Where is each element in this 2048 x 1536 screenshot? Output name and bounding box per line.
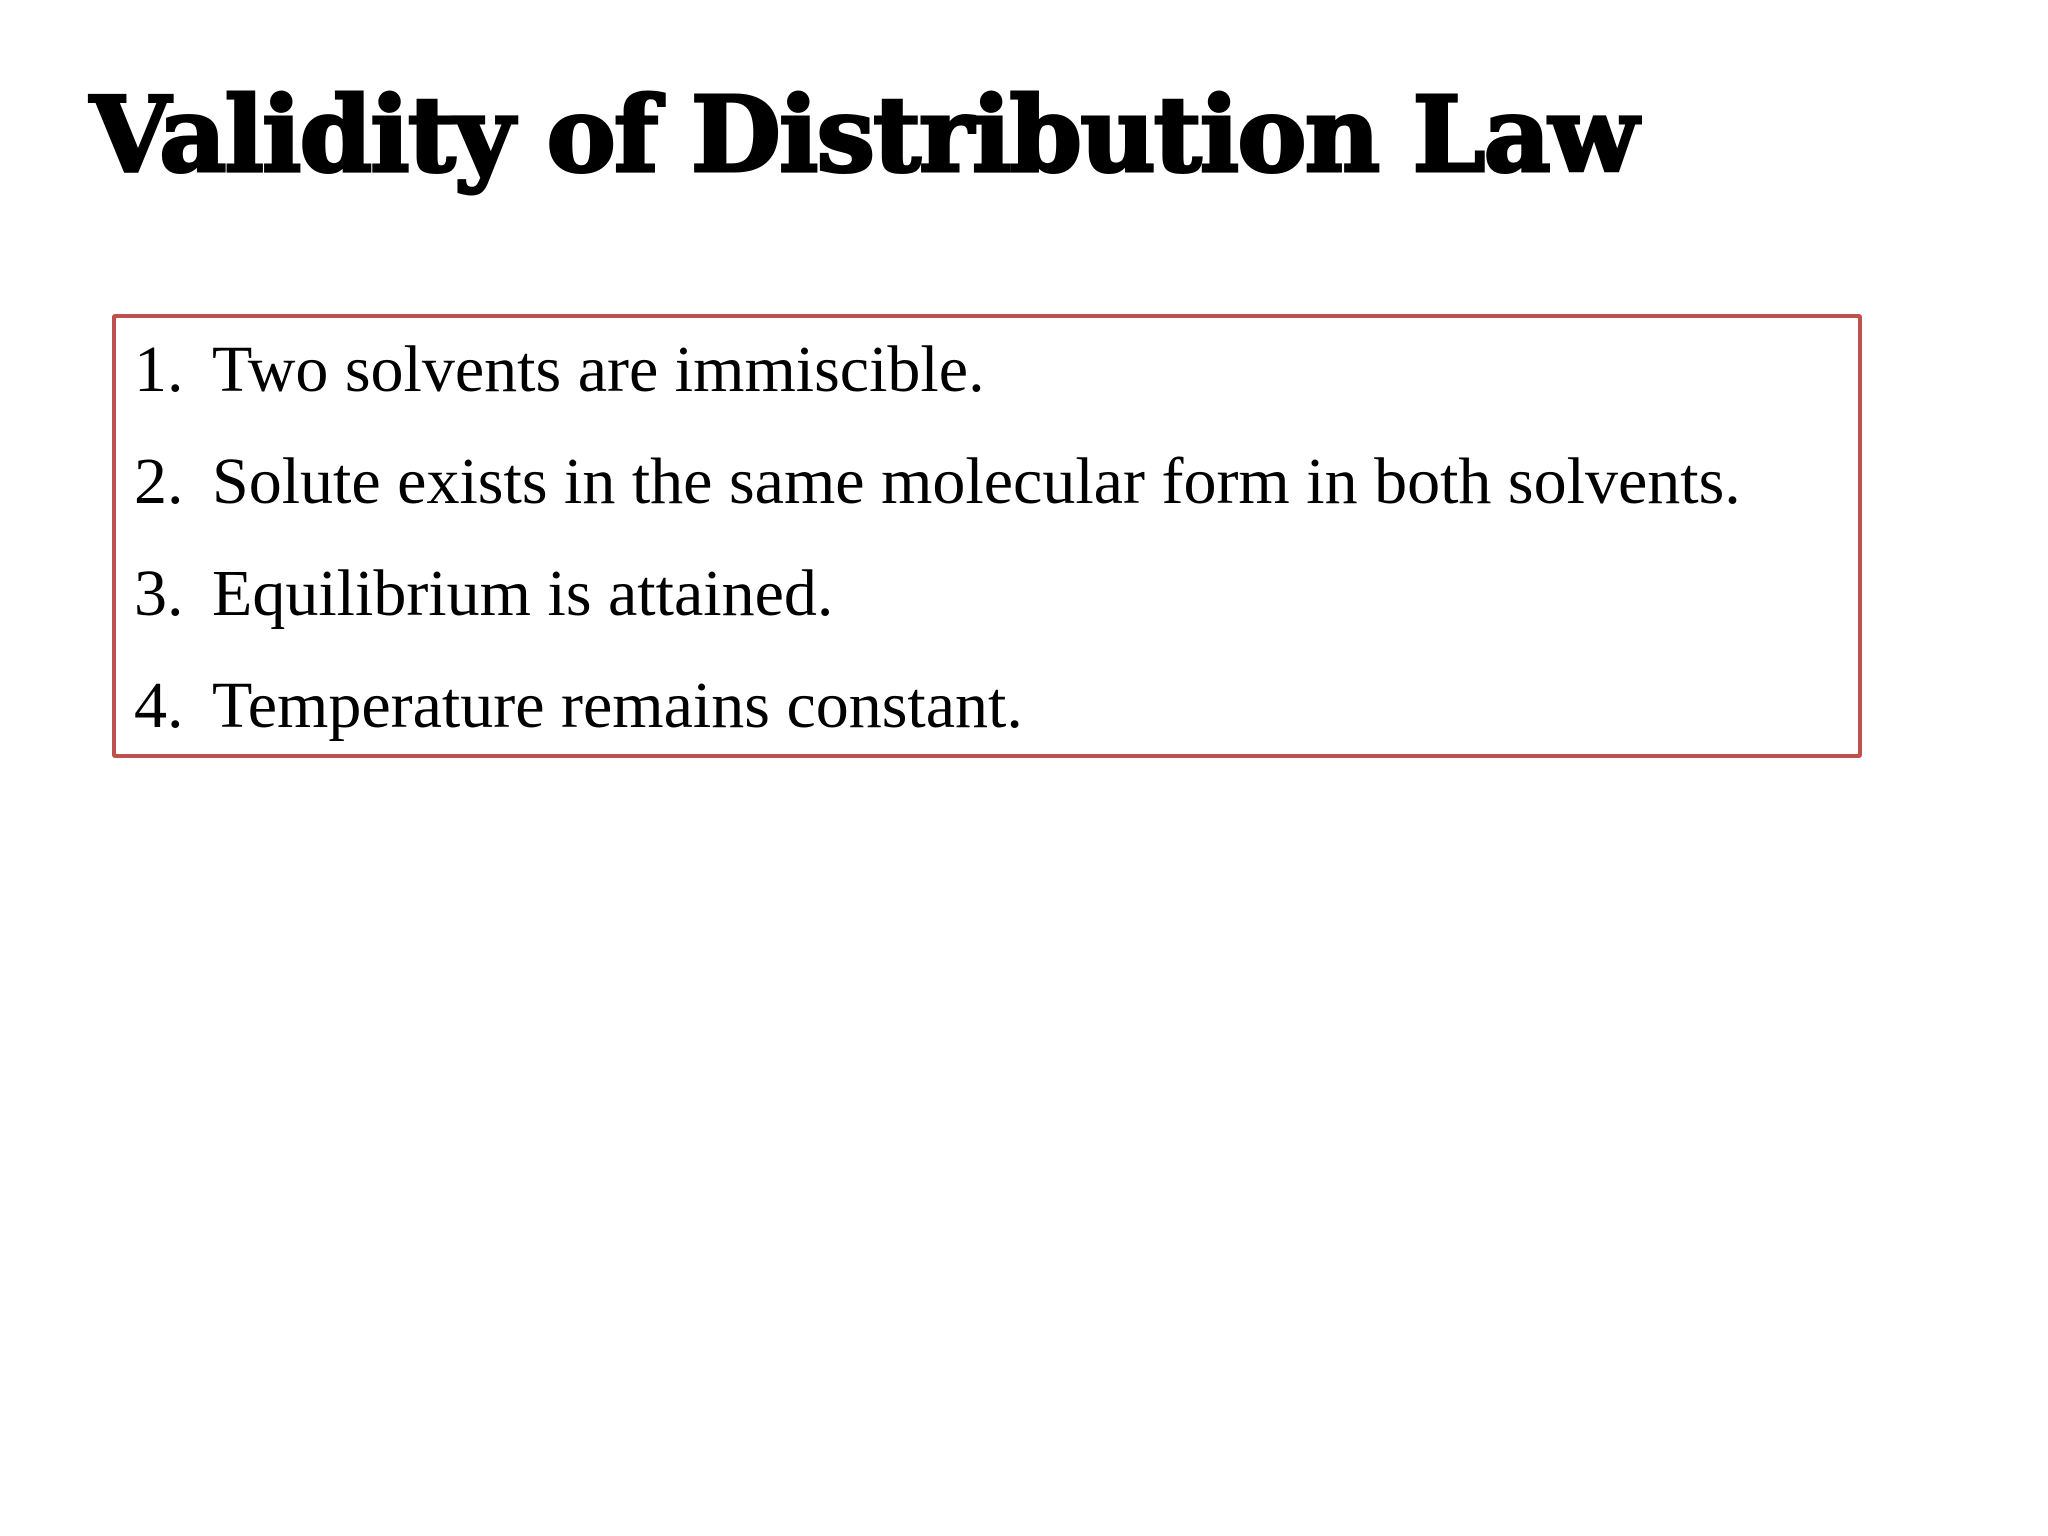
list-item xyxy=(134,668,1858,780)
list-item xyxy=(134,332,1858,444)
list-item-text: Solute exists in the same molecular form in both solvents. xyxy=(212,445,1741,518)
slide-title: Validity of Distribution Law xyxy=(90,73,1637,196)
conditions-box xyxy=(112,314,1862,758)
list-item-number: 4. xyxy=(134,669,184,742)
conditions-list xyxy=(116,318,1858,780)
list-item-number: 3. xyxy=(134,557,184,630)
list-item xyxy=(134,556,1858,668)
list-item-text: Temperature remains constant. xyxy=(212,669,1023,742)
list-item-text: Two solvents are immiscible. xyxy=(212,333,985,406)
list-item xyxy=(134,444,1858,556)
list-item-number: 2. xyxy=(134,445,184,518)
list-item-number: 1. xyxy=(134,333,184,406)
list-item-text: Equilibrium is attained. xyxy=(212,557,834,630)
